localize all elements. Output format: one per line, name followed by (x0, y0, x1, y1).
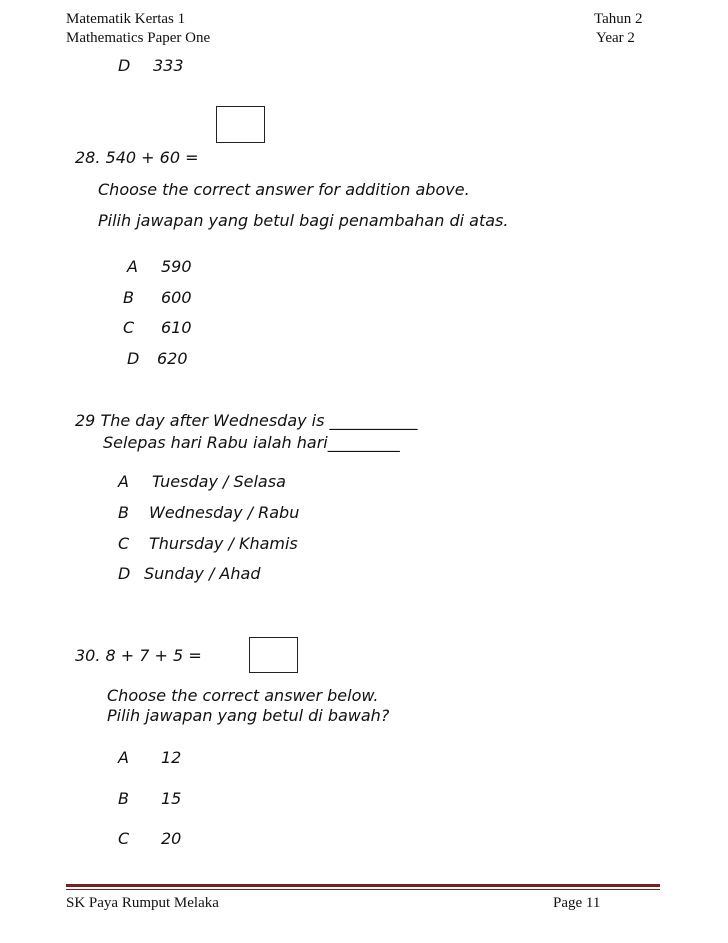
option-value: Sunday / Ahad (144, 564, 261, 583)
option-letter: C (118, 829, 130, 848)
prev-option-letter: D (118, 56, 131, 75)
q30-instruction-en: Choose the correct answer below. (107, 686, 379, 705)
option-value: 15 (161, 789, 182, 808)
option-letter: C (118, 534, 130, 553)
option-letter: D (118, 564, 131, 583)
option-letter: A (118, 472, 129, 491)
option-value: 610 (161, 318, 192, 337)
option-letter: D (127, 349, 140, 368)
option-letter: A (127, 257, 138, 276)
option-letter: B (118, 789, 129, 808)
option-value: Tuesday / Selasa (152, 472, 286, 491)
q28-instruction-ms: Pilih jawapan yang betul bagi penambahan di atas. (98, 211, 509, 230)
footer-rule-thick (66, 884, 660, 887)
q28-instruction-en: Choose the correct answer for addition above. (98, 180, 470, 199)
header-subject-ms: Matematik Kertas 1 (66, 11, 186, 27)
option-value: 620 (157, 349, 188, 368)
option-value: 600 (161, 288, 192, 307)
option-letter: B (123, 288, 134, 307)
option-value: 20 (161, 829, 182, 848)
q29-stem-ms: Selepas hari Rabu ialah hari_________ (103, 433, 400, 452)
option-value: Thursday / Khamis (149, 534, 298, 553)
option-letter: A (118, 748, 129, 767)
header-year-en: Year 2 (596, 30, 635, 46)
footer-school-name: SK Paya Rumput Melaka (66, 895, 219, 911)
q29-stem: 29 The day after Wednesday is ___________ (75, 411, 418, 430)
footer-rule-thin (66, 889, 660, 890)
answer-box-q30[interactable] (249, 637, 298, 673)
option-value: 590 (161, 257, 192, 276)
option-letter: B (118, 503, 129, 522)
option-value: Wednesday / Rabu (149, 503, 300, 522)
q28-stem: 28. 540 + 60 = (75, 148, 199, 167)
header-year-ms: Tahun 2 (594, 11, 643, 27)
footer-page-number: Page 11 (553, 895, 601, 911)
q30-instruction-ms: Pilih jawapan yang betul di bawah? (107, 706, 390, 725)
option-letter: C (123, 318, 135, 337)
answer-box-q28[interactable] (216, 106, 265, 143)
prev-option-value: 333 (153, 56, 184, 75)
q30-stem: 30. 8 + 7 + 5 = (75, 646, 202, 665)
header-subject-en: Mathematics Paper One (66, 30, 211, 46)
option-value: 12 (161, 748, 182, 767)
